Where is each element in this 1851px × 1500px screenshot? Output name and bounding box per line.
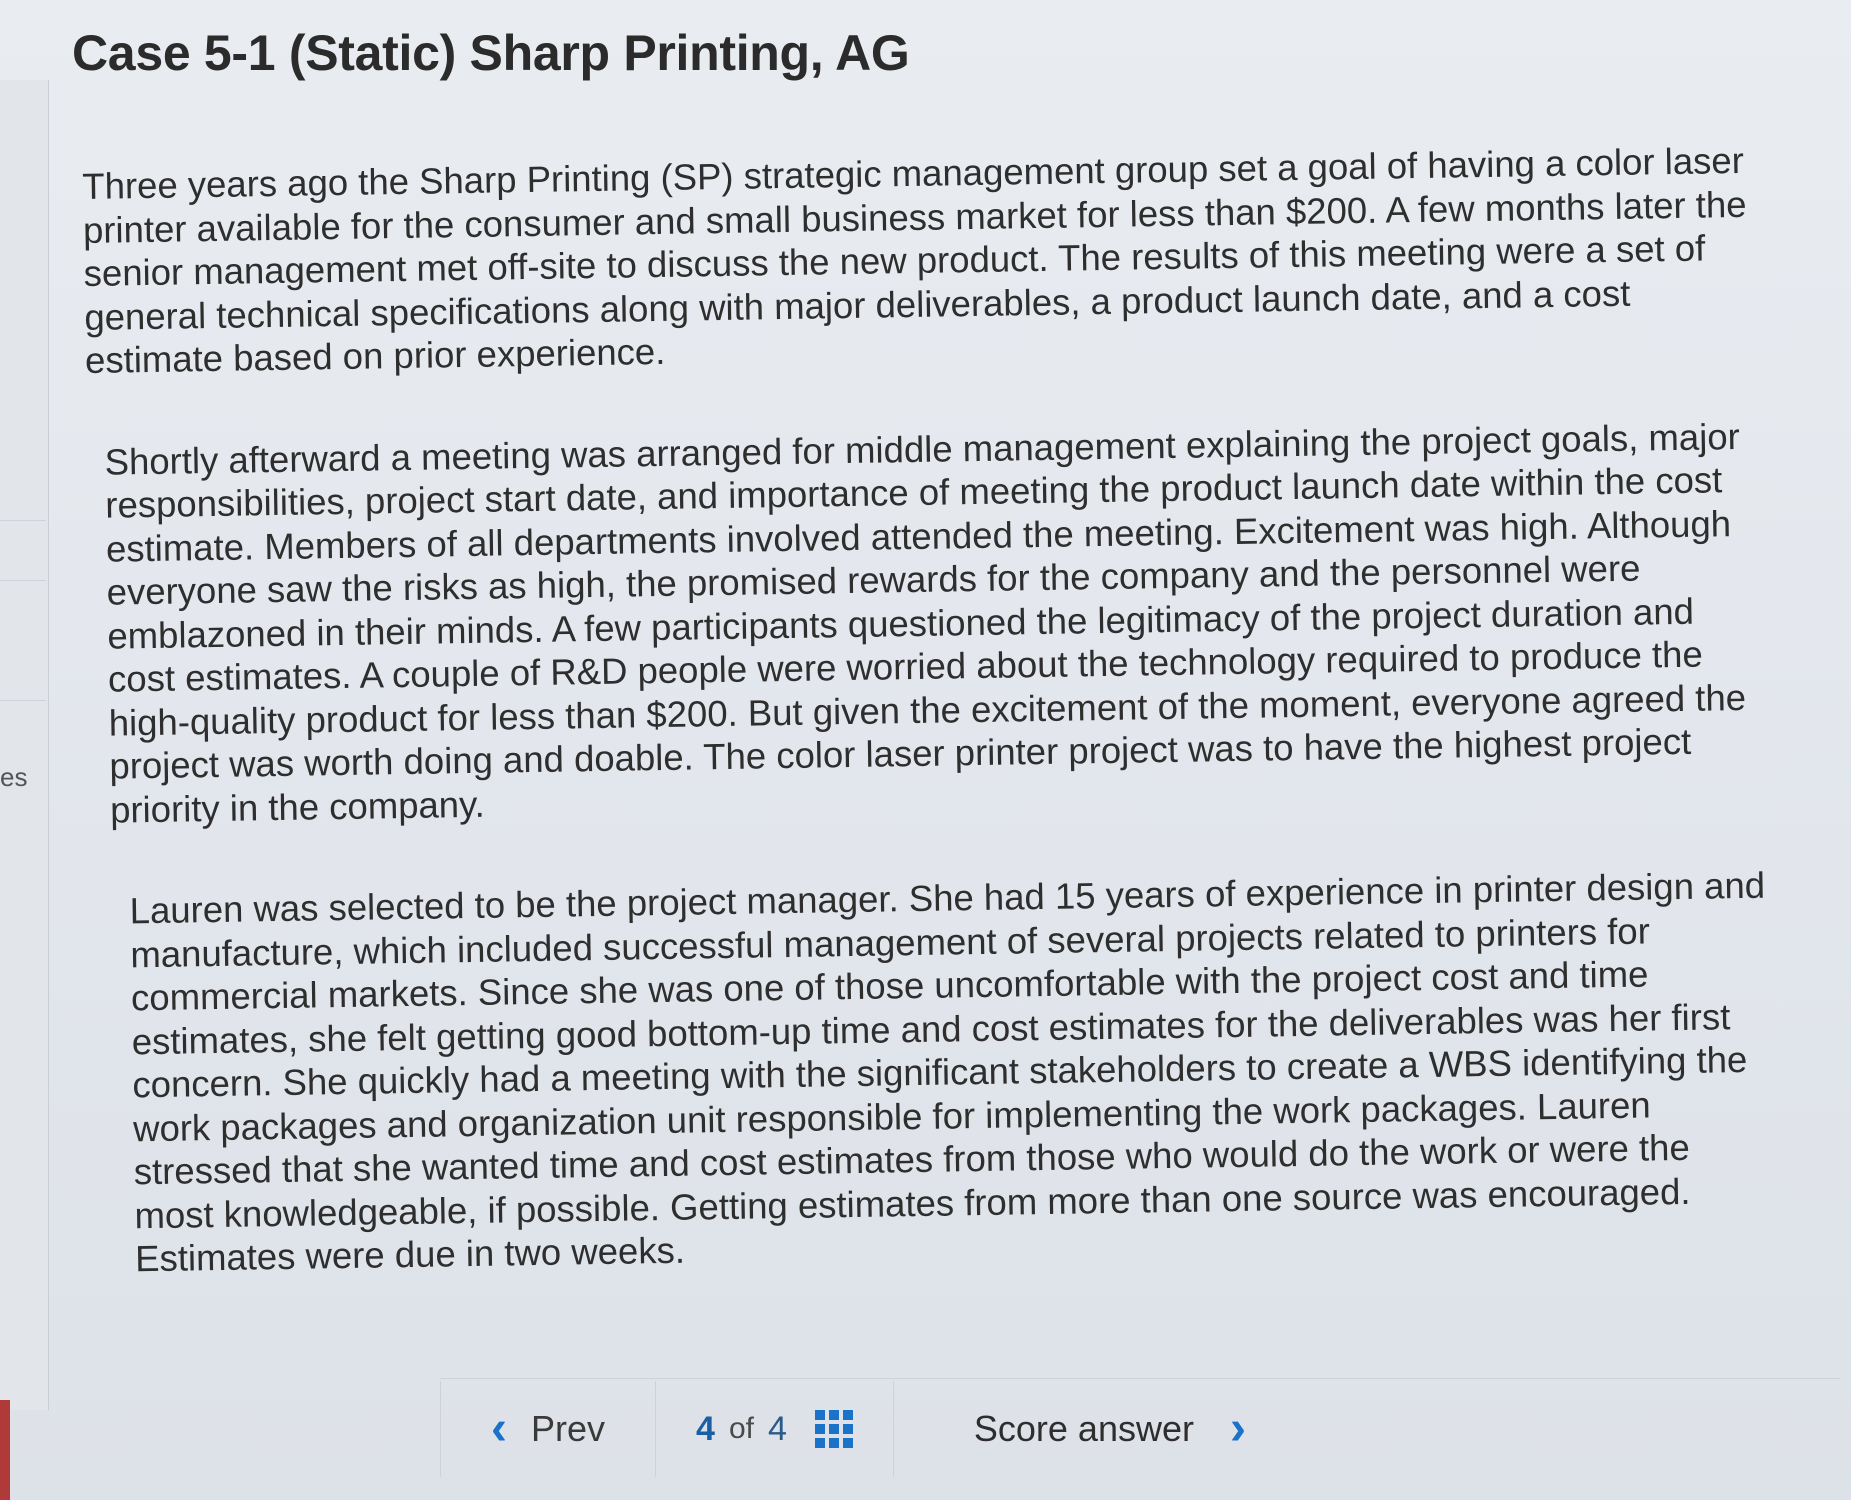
sidebar-divider: [0, 700, 46, 701]
chevron-right-icon: ›: [1230, 1402, 1246, 1455]
case-paragraph-2: Shortly afterward a meeting was arranged for middle management explaining the project goals, major responsibilities, project start date, and importance of meeting the product launch date within the cost estimate. Members of all departments involved attended the meeting. Excitement was high. Although everyone saw the risks as high, the promised rewards for the company and the personnel were emblazoned in their minds. A few participants questioned the legitimacy of the project duration and cost estimates. A couple of R&D people were worried about the technology required to produce the high-quality product for less than $200. But given the excitement of the moment, everyone agreed the project was worth doing and doable. The color laser printer project was to have the highest project priority in the company.: [104, 415, 1747, 831]
prev-label: Prev: [530, 1408, 606, 1449]
prev-button[interactable]: [441, 1379, 655, 1479]
left-sidebar: [0, 80, 49, 1410]
case-paragraph-3: Lauren was selected to be the project manager. She had 15 years of experience in printer design and manufacture, which included successful management of several projects related to printers for commercial markets. Since she was one of those uncomfortable with the project cost and time estimates, she felt getting good bottom-up time and cost estimates for the deliverables was her first concern. She quickly had a meeting with the significant stakeholders to create a WBS identifying the work packages and organization unit responsible for implementing the work packages. Lauren stressed that she wanted time and cost estimates from those who would do the work or were the most knowledgeable, if possible. Getting estimates from more than one source was encouraged. Estimates were due in two weeks.: [129, 864, 1766, 1280]
red-edge-decoration: [0, 1400, 10, 1500]
current-page: 4: [696, 1409, 715, 1448]
chevron-left-icon: ‹: [491, 1402, 507, 1455]
pagination-footer: [440, 1378, 1840, 1479]
case-paragraph-1: Three years ago the Sharp Printing (SP) strategic management group set a goal of having a color laser printer available for the consumer and small business market for less than $200. A few months later the senior management met off-site to discuss the new product. The results of this meeting were a set of general technical specifications along with major deliverables, a product launch date, and a cost estimate based on prior experience.: [82, 139, 1747, 381]
total-pages: 4: [767, 1409, 787, 1448]
score-answer-button[interactable]: [894, 1379, 1286, 1479]
page-indicator: [656, 1379, 893, 1479]
score-answer-label: Score answer: [973, 1408, 1194, 1449]
of-label: of: [728, 1412, 754, 1445]
grid-icon[interactable]: [815, 1410, 853, 1448]
sidebar-tab-label[interactable]: es: [0, 762, 28, 792]
case-body: [82, 139, 1780, 1340]
case-title: Case 5-1 (Static) Sharp Printing, AG: [72, 25, 910, 81]
sidebar-divider: [0, 520, 46, 521]
sidebar-divider: [0, 580, 46, 581]
